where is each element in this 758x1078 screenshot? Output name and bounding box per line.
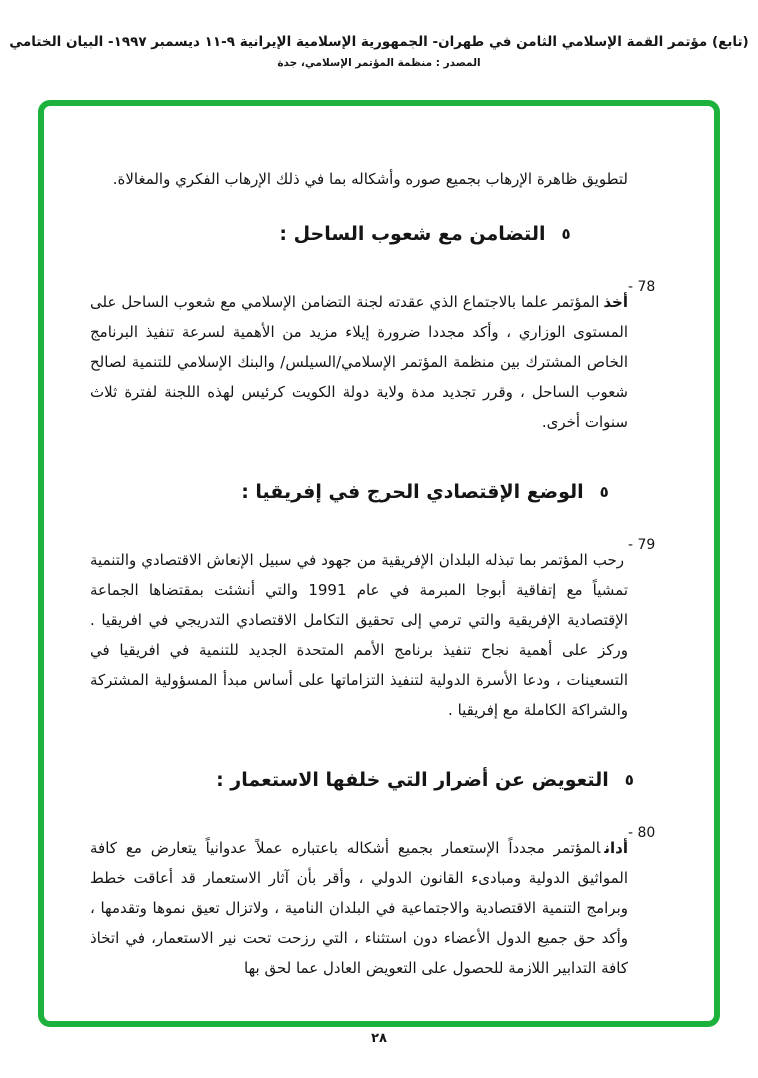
paragraph-79 [90, 530, 668, 740]
page-number: ٢٨ [371, 1031, 387, 1046]
green-border-frame [38, 100, 720, 1027]
paragraph-text [90, 287, 628, 437]
section-heading-label: التضامن مع شعوب الساحل : [279, 223, 546, 245]
section-heading-label: التعويض عن أضرار التي خلفها الاستعمار : [216, 769, 609, 791]
paragraph-80 [90, 818, 668, 998]
paragraph-78 [90, 272, 668, 452]
continuation-paragraph: لتطويق ظاهرة الإرهاب بجميع صوره وأشكاله بما في ذلك الإرهاب الفكري والمغالاة. [112, 170, 628, 188]
bullet-icon: ٥ [624, 771, 634, 789]
section-heading-label: الوضع الإقتصادي الحرج في إفريقيا : [241, 481, 584, 503]
paragraph-lead-word: أخذ [603, 293, 628, 311]
section-heading-africa-economic-situation [182, 476, 668, 508]
paragraph-body: المؤتمر علما بالاجتماع الذي عقدته لجنة التضامن الإسلامي مع شعوب الساحل على المستوى الوزاري ، وأكد مجددا ضرورة إيلاء مزيد من الأهمية لسرعة تنفيذ البرنامج الخاص المشترك بين منظمة المؤتمر الإسلامي/السيلس/ والبنك الإسلامي للتنمية لصالح شعوب الساحل ، وقرر تجديد مدة ولاية دولة الكويت كرئيس لهذه اللجنة لفترة ثلاث سنوات أخرى. [90, 293, 628, 431]
document-source: المصدر : منظمة المؤتمر الإسلامي، جدة [277, 57, 481, 69]
document-title: (تابع) مؤتمر القمة الإسلامي الثامن في طهران- الجمهورية الإسلامية الإيرانية ٩-١١ ديسمبر ١٩٩٧- البيان الختامي [9, 34, 749, 50]
document-header [0, 34, 758, 69]
paragraph-text [90, 545, 628, 725]
paragraph-number: - 78 [628, 279, 656, 295]
section-heading-colonialism-compensation [182, 764, 668, 796]
bullet-icon: ٥ [599, 483, 609, 501]
paragraph-body: المؤتمر مجدداً الإستعمار بجميع أشكاله باعتباره عملاً عدوانياً يتعارض مع كافة المواثيق الدولية ومبادىء القانون الدولي ، وأقر بأن آثار الاستعمار قد أعاقت خطط وبرامج التنمية الاقتصادية والاجتماعية في البلدان النامية ، ولاتزال تعيق نموها وتقدمها ، وأكد حق جميع الدول الأعضاء دون استثناء ، التي رزحت تحت نير الاستعمار، في اتخاذ كافة التدابير اللازمة للحصول على التعويض العادل عما لحق بها [90, 839, 628, 977]
paragraph-lead-word: أدان [604, 839, 628, 857]
section-heading-sahel-solidarity [182, 218, 668, 250]
paragraph-number: - 79 [628, 537, 656, 553]
paragraph-text [90, 833, 628, 983]
paragraph-number: - 80 [628, 825, 656, 841]
paragraph-body: رحب المؤتمر بما تبذله البلدان الإفريقية من جهود في سبيل الإنعاش الاقتصادي والتنمية تمشياً مع إتفاقية أبوجا المبرمة في عام 1991 والتي أنشئت بمقتضاها الجماعة الإقتصادية الإفريقية والتي ترمي إلى تحقيق التكامل الاقتصادي التدريجي في افريقيا . وركز على أهمية نجاح تنفيذ برنامج الأمم المتحدة الجديد للتنمية في افريقيا في التسعينات ، ودعا الأسرة الدولية لتنفيذ التزاماتها على أساس مبدأ المسؤولية المشتركة والشراكة الكاملة مع إفريقيا . [90, 551, 628, 719]
document-body [44, 106, 714, 1021]
bullet-icon: ٥ [561, 225, 571, 243]
